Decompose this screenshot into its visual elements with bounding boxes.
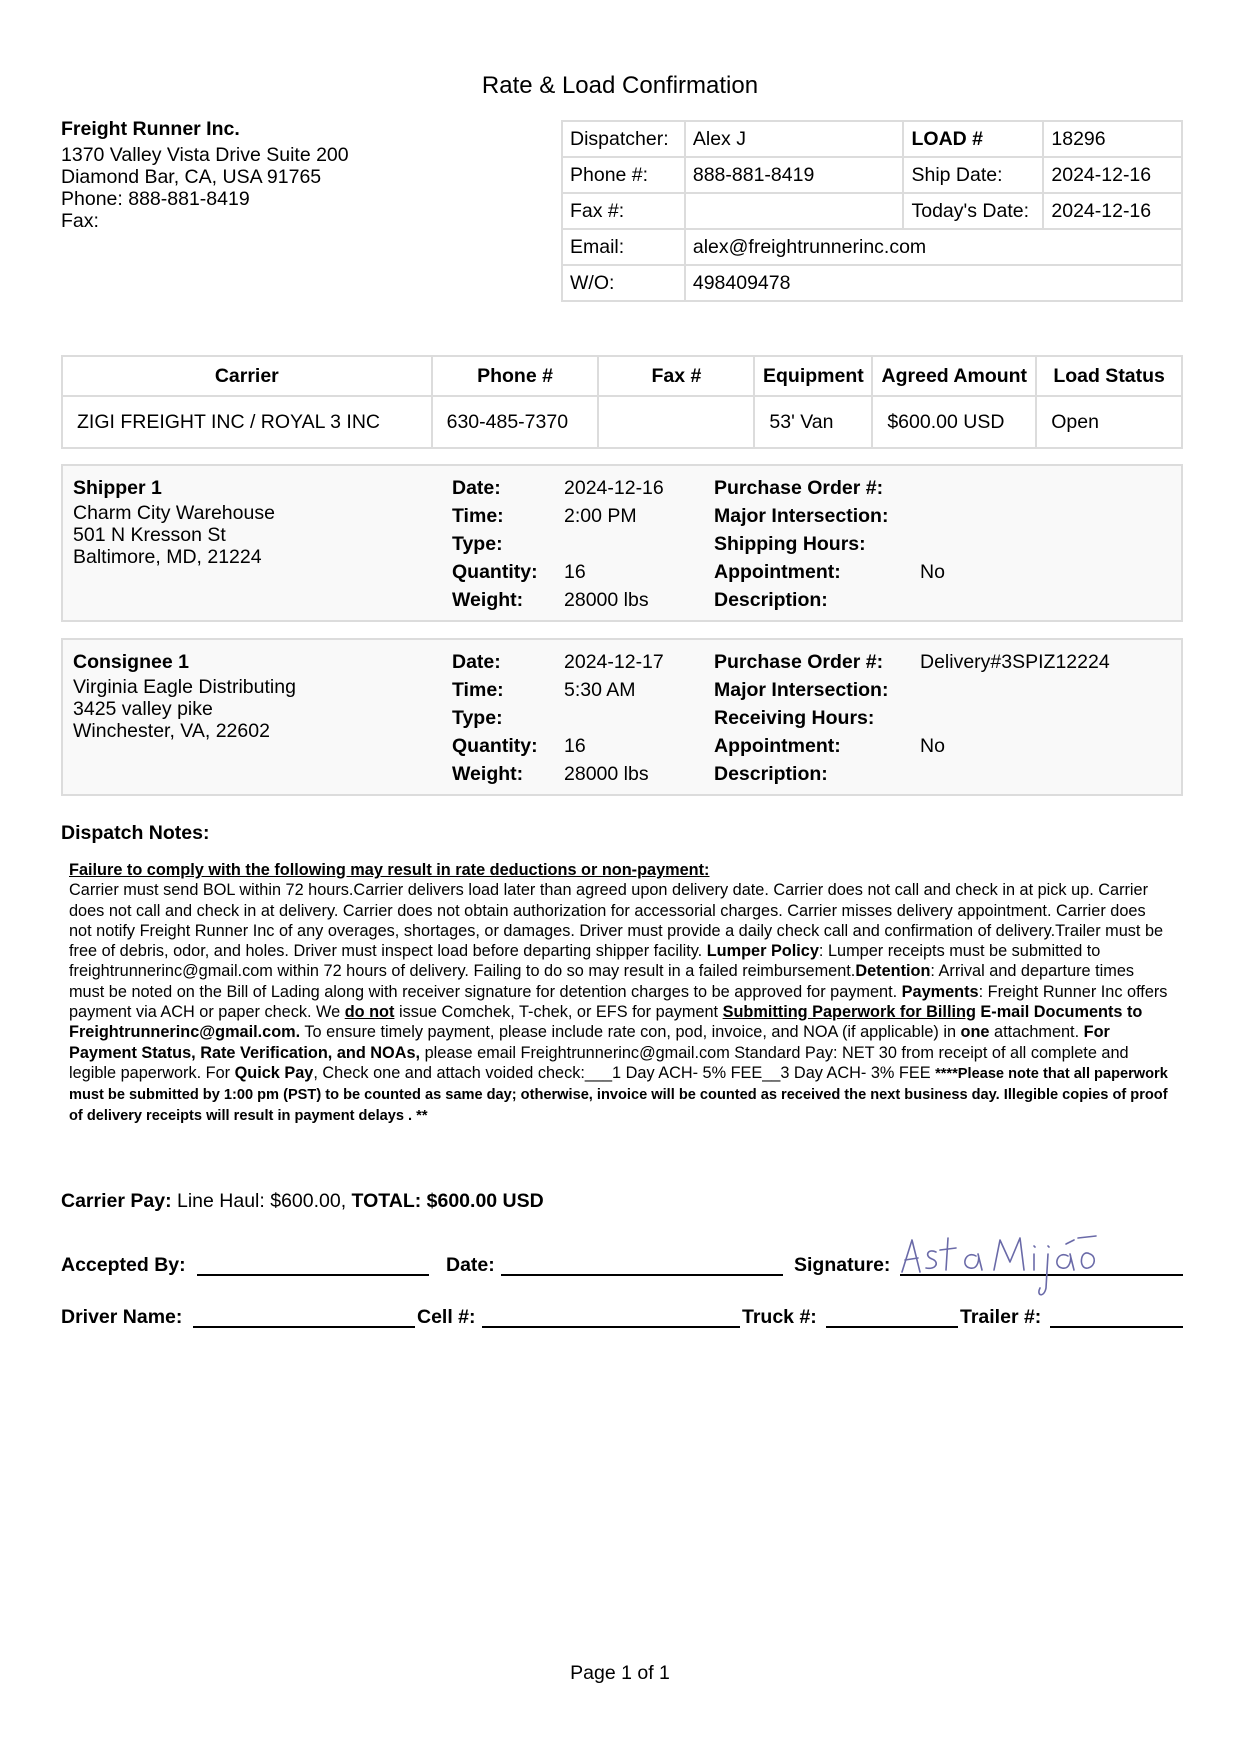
carrier-load-status: Open — [1036, 396, 1182, 448]
shipper-box — [61, 464, 1183, 622]
consignee-po: Delivery#3SPIZ12224 — [920, 651, 1110, 673]
carrier-table-row — [62, 396, 1182, 448]
shipper-intersection — [920, 502, 945, 530]
truck-line[interactable] — [826, 1306, 958, 1328]
consignee-description-label: Description: — [714, 763, 828, 785]
shipper-po — [920, 474, 945, 502]
carrier-fax — [598, 396, 754, 448]
carrier-table-header — [62, 356, 1182, 396]
carrier-phone: 630-485-7370 — [432, 396, 599, 448]
carrier-pay-line-haul: Line Haul: $600.00, — [171, 1190, 352, 1212]
shipper-weight-label: Weight: — [452, 589, 524, 611]
shipper-quantity: 16 — [564, 561, 586, 583]
load-info-table — [561, 120, 1183, 302]
shipper-address — [73, 474, 275, 568]
paperwork-deadline-note: ****Please note that all paperwork must be submitted by 1:00 pm (PST) to be counted as same day; otherwise, invoice will be counted as received the next business day. Illegible copies of proof of delivery receipts will result in payment delays . ** — [69, 1065, 1168, 1124]
submitting-paperwork-label: Submitting Paperwork for Billing — [722, 1003, 976, 1022]
dispatch-notes-heading: Dispatch Notes: — [61, 822, 210, 844]
email-value: alex@freightrunnerinc.com — [685, 229, 1182, 265]
carrier-pay-total: TOTAL: $600.00 USD — [351, 1190, 544, 1212]
consignee-address-line2: Winchester, VA, 22602 — [73, 720, 270, 742]
consignee-appointment: No — [920, 735, 945, 757]
shipper-values-2 — [920, 474, 945, 614]
company-address-line1: 1370 Valley Vista Drive Suite 200 — [61, 144, 349, 166]
consignee-labels-2 — [714, 648, 888, 788]
header-phone: Phone # — [432, 356, 599, 396]
consignee-type-label: Type: — [452, 707, 503, 729]
consignee-name: Virginia Eagle Distributing — [73, 676, 296, 698]
load-number-label: LOAD # — [903, 121, 1043, 157]
company-name: Freight Runner Inc. — [61, 118, 240, 140]
notes-text-4: : Freight Runner Inc offers payment via ACH or paper check. We — [69, 982, 1168, 1022]
carrier-pay-label: Carrier Pay: — [61, 1190, 172, 1212]
carrier-name: ZIGI FREIGHT INC / ROYAL 3 INC — [62, 396, 432, 448]
consignee-time-label: Time: — [452, 679, 504, 701]
carrier-table — [61, 355, 1183, 449]
accepted-by-label: Accepted By: — [61, 1254, 186, 1276]
shipper-date: 2024-12-16 — [564, 477, 664, 499]
shipper-weight: 28000 lbs — [564, 589, 649, 611]
dispatcher-label: Dispatcher: — [562, 121, 685, 157]
shipper-time: 2:00 PM — [564, 505, 637, 527]
company-phone: Phone: 888-881-8419 — [61, 188, 250, 210]
header-load-status: Load Status — [1036, 356, 1182, 396]
phone-label: Phone #: — [562, 157, 685, 193]
dispatcher-value: Alex J — [685, 121, 904, 157]
consignee-values — [564, 648, 664, 788]
todays-date-label: Today's Date: — [903, 193, 1043, 229]
header-fax: Fax # — [598, 356, 754, 396]
fax-value — [685, 193, 904, 229]
email-documents-text: E-mail Documents to Freightrunnerinc@gmail.com. — [69, 1003, 1143, 1042]
consignee-box — [61, 638, 1183, 796]
notes-text-9: , Check one and attach voided check:___1 Day ACH- 5% FEE__3 Day ACH- 3% FEE — [313, 1063, 936, 1082]
cell-line[interactable] — [482, 1306, 740, 1328]
info-row-email — [562, 229, 1182, 265]
shipper-name: Charm City Warehouse — [73, 502, 275, 524]
signature-label: Signature: — [794, 1254, 891, 1276]
info-row-wo — [562, 265, 1182, 301]
shipper-intersection-label: Major Intersection: — [714, 505, 889, 527]
trailer-label: Trailer #: — [960, 1306, 1042, 1328]
payments-label: Payments — [901, 982, 979, 1001]
page-number: Page 1 of 1 — [570, 1662, 670, 1684]
carrier-equipment: 53' Van — [754, 396, 872, 448]
consignee-po-label: Purchase Order #: — [714, 651, 884, 673]
shipper-address-line1: 501 N Kresson St — [73, 524, 226, 546]
truck-label: Truck #: — [742, 1306, 817, 1328]
info-row-fax — [562, 193, 1182, 229]
consignee-intersection-label: Major Intersection: — [714, 679, 889, 701]
shipper-po-label: Purchase Order #: — [714, 477, 884, 499]
consignee-intersection — [920, 676, 1110, 704]
wo-value: 498409478 — [685, 265, 1182, 301]
email-label: Email: — [562, 229, 685, 265]
consignee-appointment-label: Appointment: — [714, 735, 841, 757]
consignee-date: 2024-12-17 — [564, 651, 664, 673]
notes-text-8: please email Freightrunnerinc@gmail.com Standard Pay: NET 30 from receipt of all complete and legible paperwork. For — [69, 1043, 1129, 1082]
payment-status-label: For Payment Status, Rate Verification, and NOAs, — [69, 1023, 1110, 1062]
notes-text-1: Carrier must send BOL within 72 hours.Carrier delivers load later than agreed upon delivery date. Carrier does not call and check in at pick up. Carrier does not call and check in at delivery. Carrier does not obtain authorization for accessorial charges. Carrier misses delivery appointment. Carrier does not notify Freight Runner Inc of any overages, shortages, or damages. Driver must provide a daily check call and confirmation of delivery.Trailer must be free of debris, odor, and holes. Driver must inspect load before departing shipper facility. — [69, 881, 1164, 961]
shipper-appointment-label: Appointment: — [714, 561, 841, 583]
notes-text-6: To ensure timely payment, please include rate con, pod, invoice, and NOA (if applicable) in — [300, 1023, 961, 1042]
date-label: Date: — [446, 1254, 495, 1276]
consignee-type — [564, 704, 664, 732]
carrier-pay — [61, 1190, 544, 1213]
driver-row — [61, 1306, 1183, 1336]
consignee-description — [920, 760, 1110, 788]
dispatch-warning: Failure to comply with the following may result in rate deductions or non-payment: — [69, 861, 710, 879]
shipper-description — [920, 586, 945, 614]
consignee-quantity-label: Quantity: — [452, 735, 538, 757]
shipper-date-label: Date: — [452, 477, 501, 499]
shipper-time-label: Time: — [452, 505, 504, 527]
consignee-date-label: Date: — [452, 651, 501, 673]
notes-text-5: issue Comchek, T-chek, or EFS for payment — [394, 1003, 723, 1022]
load-number-value: 18296 — [1043, 121, 1182, 157]
header-agreed-amount: Agreed Amount — [872, 356, 1036, 396]
header-carrier: Carrier — [62, 356, 432, 396]
do-not-text: do not — [344, 1003, 395, 1022]
dispatch-notes — [69, 860, 1171, 1126]
notes-text-3: : Arrival and departure times must be noted on the Bill of Lading along with receiver signature for detention charges to be approved for payment. — [69, 962, 1135, 1001]
page-title: Rate & Load Confirmation — [481, 72, 759, 99]
lumper-policy-label: Lumper Policy — [706, 942, 819, 961]
consignee-labels — [452, 648, 538, 788]
info-row-dispatcher — [562, 121, 1182, 157]
ship-date-label: Ship Date: — [903, 157, 1043, 193]
notes-text-7: attachment. — [989, 1023, 1084, 1042]
shipper-labels-2 — [714, 474, 888, 614]
shipper-labels — [452, 474, 538, 614]
shipper-address-line2: Baltimore, MD, 21224 — [73, 546, 262, 568]
shipper-type — [564, 530, 664, 558]
consignee-quantity: 16 — [564, 735, 586, 757]
consignee-time: 5:30 AM — [564, 679, 636, 701]
quick-pay-label: Quick Pay — [234, 1063, 314, 1082]
header-equipment: Equipment — [754, 356, 872, 396]
todays-date-value: 2024-12-16 — [1043, 193, 1182, 229]
shipper-type-label: Type: — [452, 533, 503, 555]
company-fax: Fax: — [61, 210, 99, 232]
consignee-address — [73, 648, 296, 742]
phone-value: 888-881-8419 — [685, 157, 904, 193]
consignee-weight: 28000 lbs — [564, 763, 649, 785]
one-text: one — [960, 1023, 990, 1042]
trailer-line[interactable] — [1050, 1306, 1183, 1328]
accepted-by-line[interactable] — [197, 1254, 429, 1276]
consignee-values-2 — [920, 648, 1110, 788]
consignee-address-line1: 3425 valley pike — [73, 698, 213, 720]
consignee-heading: Consignee 1 — [73, 651, 189, 673]
fax-label: Fax #: — [562, 193, 685, 229]
shipper-description-label: Description: — [714, 589, 828, 611]
driver-name-line[interactable] — [193, 1306, 415, 1328]
consignee-weight-label: Weight: — [452, 763, 524, 785]
cell-label: Cell #: — [417, 1306, 476, 1328]
consignee-hours — [920, 704, 1110, 732]
carrier-agreed-amount: $600.00 USD — [872, 396, 1036, 448]
notes-text-2: : Lumper receipts must be submitted to freightrunnerinc@gmail.com within 72 hours of delivery. Failing to do so may result in a failed reimbursement. — [69, 942, 1101, 981]
shipper-hours-label: Shipping Hours: — [714, 533, 866, 555]
detention-label: Detention — [855, 962, 931, 981]
handwritten-signature — [890, 1226, 1100, 1316]
driver-name-label: Driver Name: — [61, 1306, 183, 1328]
ship-date-value: 2024-12-16 — [1043, 157, 1182, 193]
date-line[interactable] — [501, 1254, 783, 1276]
shipper-quantity-label: Quantity: — [452, 561, 538, 583]
info-row-phone — [562, 157, 1182, 193]
company-address-line2: Diamond Bar, CA, USA 91765 — [61, 166, 322, 188]
consignee-hours-label: Receiving Hours: — [714, 707, 875, 729]
wo-label: W/O: — [562, 265, 685, 301]
shipper-hours — [920, 530, 945, 558]
company-block — [61, 118, 349, 232]
shipper-heading: Shipper 1 — [73, 477, 162, 499]
shipper-values — [564, 474, 664, 614]
shipper-appointment: No — [920, 561, 945, 583]
